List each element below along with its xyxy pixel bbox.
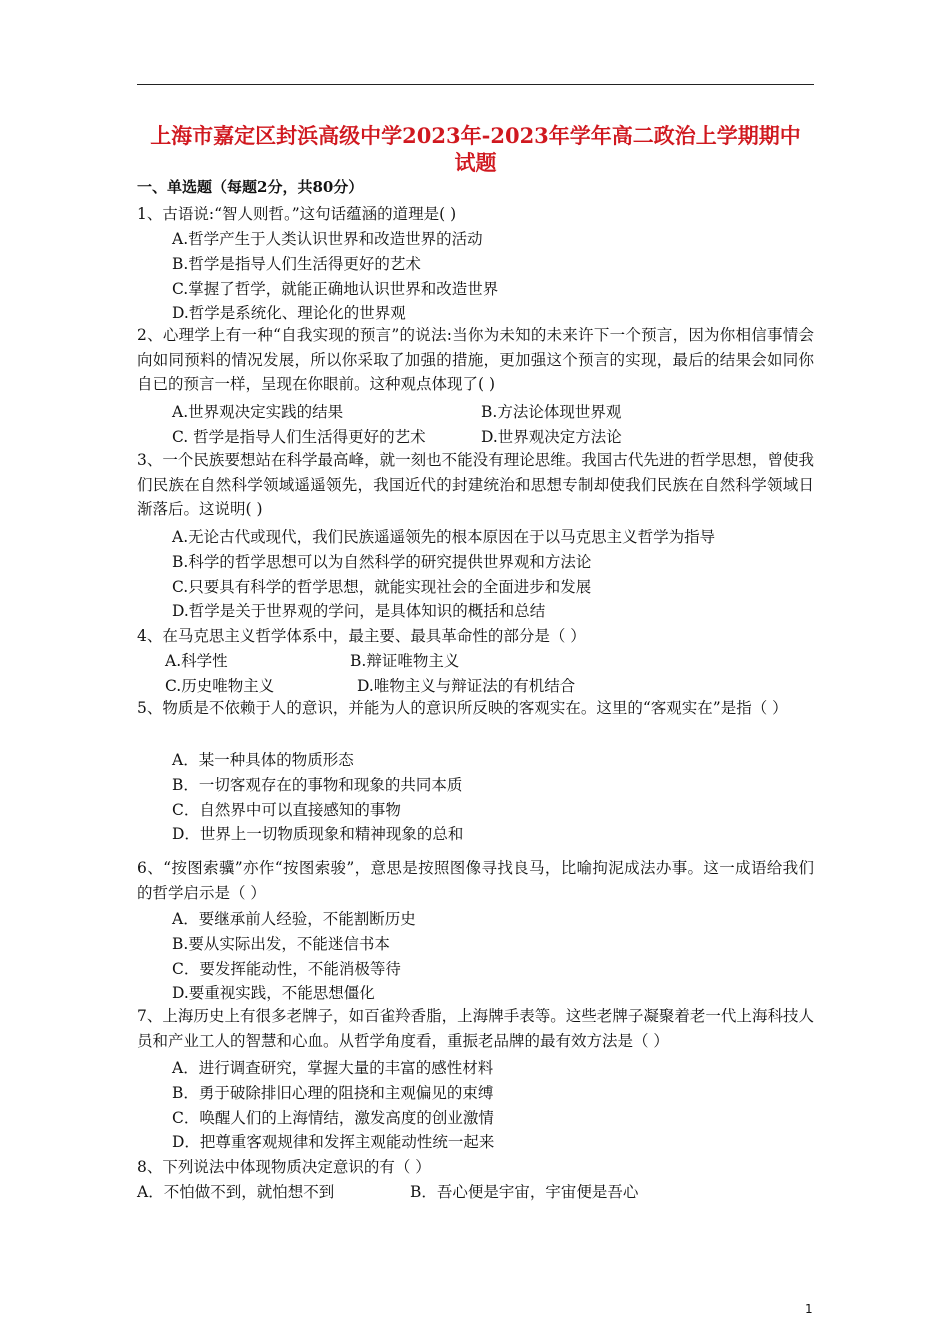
question-4-option-d: D.唯物主义与辩证法的有机结合 [357, 677, 576, 695]
question-5-option-d: D．世界上一切物质现象和精神现象的总和 [172, 825, 464, 843]
question-7-option-a: A．进行调查研究，掌握大量的丰富的感性材料 [172, 1059, 494, 1077]
question-6-option-c: C．要发挥能动性，不能消极等待 [172, 960, 401, 978]
question-6-option-b: B.要从实际出发，不能迷信书本 [172, 935, 390, 953]
question-6-stem: 6、“按图索骥”亦作“按图索骏”，意思是按照图像寻找良马，比喻拘泥成法办事。这一成语给我们的哲学启示是（ ） [137, 859, 814, 902]
question-5-option-b: B．一切客观存在的事物和现象的共同本质 [172, 776, 463, 794]
question-1-stem: 1、古语说:“智人则哲。”这句话蕴涵的道理是( ) [137, 205, 457, 223]
question-5-option-c: C．自然界中可以直接感知的事物 [172, 801, 401, 819]
question-2-option-c: C. 哲学是指导人们生活得更好的艺术 [172, 428, 426, 446]
title-line-1: 上海市嘉定区封浜高级中学2023年-2023年学年高二政治上学期期中 [150, 123, 801, 148]
title-line-2: 试题 [454, 150, 497, 175]
question-5-option-a: A．某一种具体的物质形态 [172, 751, 354, 769]
question-3-stem: 3、一个民族要想站在科学最高峰，就一刻也不能没有理论思维。我国古代先进的哲学思想，曾使我们民族在自然科学领域遥遥领先，我国近代的封建统治和思想专制却使我们民族在自然科学领域日渐落后。这说明( ) [137, 451, 814, 519]
question-2-option-b: B.方法论体现世界观 [481, 403, 622, 421]
question-8-stem: 8、下列说法中体现物质决定意识的有（ ） [137, 1158, 431, 1176]
question-7-option-c: C．唤醒人们的上海情结，激发高度的创业激情 [172, 1109, 494, 1127]
document-title [137, 122, 814, 176]
question-6-option-a: A．要继承前人经验，不能割断历史 [172, 910, 416, 928]
question-4-option-a: A.科学性 [165, 652, 228, 670]
question-3-option-c: C.只要具有科学的哲学思想，就能实现社会的全面进步和发展 [172, 578, 592, 596]
question-1-option-d: D.哲学是系统化、理论化的世界观 [172, 304, 406, 322]
question-7-option-d: D．把尊重客观规律和发挥主观能动性统一起来 [172, 1133, 495, 1151]
question-5-stem: 5、物质是不依赖于人的意识，并能为人的意识所反映的客观实在。这里的“客观实在”是指（ ） [137, 699, 788, 717]
question-7-stem: 7、上海历史上有很多老牌子，如百雀羚香脂，上海牌手表等。这些老牌子凝聚着老一代上海科技人员和产业工人的智慧和心血。从哲学角度看，重振老品牌的最有效方法是（ ） [137, 1007, 814, 1050]
question-8-option-b: B．吾心便是宇宙，宇宙便是吾心 [410, 1183, 639, 1201]
question-7-option-b: B．勇于破除排旧心理的阻挠和主观偏见的束缚 [172, 1084, 494, 1102]
question-2-option-a: A.世界观决定实践的结果 [172, 403, 344, 421]
question-2-option-d: D.世界观决定方法论 [481, 428, 622, 446]
question-8-option-a: A．不怕做不到，就怕想不到 [137, 1183, 335, 1201]
section-heading: 一、单选题（每题2分，共80分） [137, 178, 364, 196]
question-6-option-d: D.要重视实践，不能思想僵化 [172, 984, 375, 1002]
page-number: 1 [805, 1302, 813, 1316]
question-3-option-a: A.无论古代或现代，我们民族遥遥领先的根本原因在于以马克思主义哲学为指导 [172, 528, 716, 546]
question-4-stem: 4、在马克思主义哲学体系中，最主要、最具革命性的部分是（ ） [137, 627, 586, 645]
question-4-option-b: B.辩证唯物主义 [350, 652, 460, 670]
question-3-option-b: B.科学的哲学思想可以为自然科学的研究提供世界观和方法论 [172, 553, 592, 571]
question-1-option-a: A.哲学产生于人类认识世界和改造世界的活动 [172, 230, 483, 248]
question-1-option-c: C.掌握了哲学，就能正确地认识世界和改造世界 [172, 280, 499, 298]
question-1-option-b: B.哲学是指导人们生活得更好的艺术 [172, 255, 421, 273]
question-4-option-c: C.历史唯物主义 [165, 677, 275, 695]
question-3-option-d: D.哲学是关于世界观的学问，是具体知识的概括和总结 [172, 602, 546, 620]
header-rule [137, 84, 814, 85]
question-2-stem: 2、心理学上有一种“自我实现的预言”的说法:当你为未知的未来许下一个预言，因为你相信事情会向如同预料的情况发展，所以你采取了加强的措施，更加强这个预言的实现，最后的结果会如同你自已的预言一样，呈现在你眼前。这种观点体现了( ) [137, 326, 814, 394]
